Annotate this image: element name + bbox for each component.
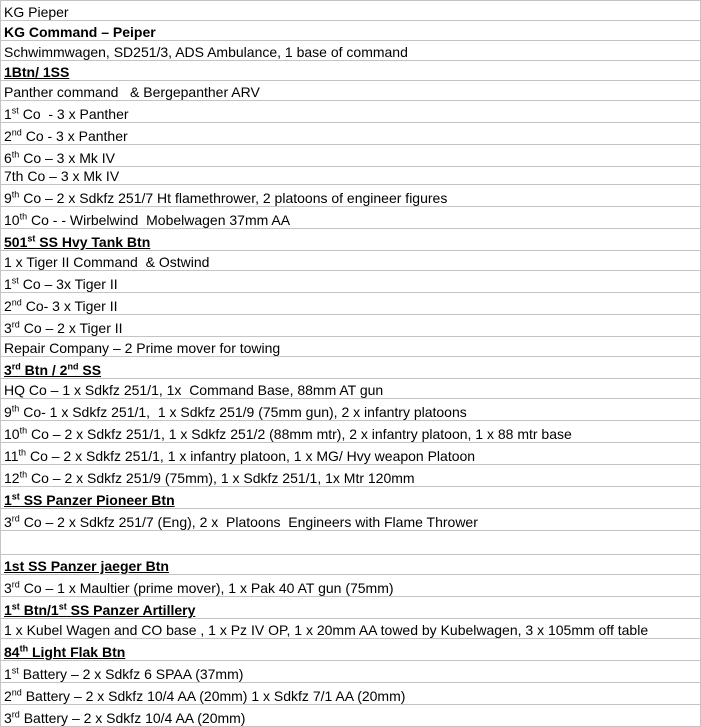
table-row [1,61,701,81]
table-row [1,683,701,705]
ordinal-suffix: th [19,469,28,480]
cell-text: Co – 3 x Mk IV [19,150,116,166]
cell-text: 1 [4,666,12,682]
table-row [1,379,701,399]
section-heading-501st-ss-hvy-tank-btn [1,229,701,251]
table-row [1,597,701,619]
heading-text: Light Flak Btn [28,644,126,660]
table-cell [1,575,701,597]
ordinal-suffix: st [11,665,19,676]
heading-text: 1 [4,492,12,508]
table-cell [1,379,701,399]
cell-text: 3 [4,320,12,336]
cell-text: 2 [4,298,12,314]
section-heading-1st-ss-panzer-jaeger-btn [1,555,701,575]
table-cell [1,145,701,167]
table-row [1,207,701,229]
cell-text: KG Pieper [4,4,69,20]
cell-text: 1 x Tiger II Command & Ostwind [4,254,210,270]
cell-text: HQ Co – 1 x Sdkfz 251/1, 1x Command Base, 88mm AT gun [4,382,384,398]
table-cell [1,465,701,487]
heading-text: Btn/1 [19,602,59,618]
heading-text: 501 [4,234,28,250]
table-row [1,41,701,61]
table-cell [1,81,701,101]
cell-text: 2 [4,128,12,144]
ordinal-suffix: st [58,601,67,612]
heading-text: 84 [4,644,20,660]
section-heading-1btn-1ss [1,61,701,81]
table-row [1,315,701,337]
table-row [1,487,701,509]
cell-text: 6 [4,150,12,166]
ordinal-suffix: nd [67,361,79,372]
cell-text: 11 [4,448,19,464]
table-row [1,145,701,167]
table-row [1,509,701,531]
cell-text: 2 [4,688,12,704]
ordinal-suffix: th [19,425,28,436]
table-row [1,399,701,421]
cell-text: 9 [4,404,12,420]
ordinal-suffix: th [19,643,29,654]
table-cell [1,399,701,421]
section-heading-84th-light-flak-btn [1,639,701,661]
ordinal-suffix: rd [11,319,20,330]
table-row [1,293,701,315]
table-row [1,337,701,357]
ordinal-suffix: st [27,233,36,244]
table-cell [1,443,701,465]
table-cell [1,167,701,185]
table-cell [1,101,701,123]
table-row [1,251,701,271]
table-cell [1,619,701,639]
table-row [1,661,701,683]
table-row [1,421,701,443]
cell-text: 3 [4,514,12,530]
cell-text: Co- 3 x Tiger II [21,298,118,314]
ordinal-suffix: th [19,211,28,222]
table-cell [1,421,701,443]
ordinal-suffix: st [11,601,20,612]
table-row [1,101,701,123]
table-row [1,21,701,41]
ordinal-suffix: th [11,149,20,160]
cell-text: Co - 3 x Panther [21,128,128,144]
cell-text: 1 x Kubel Wagen and CO base , 1 x Pz IV OP, 1 x 20mm AA towed by Kubelwagen, 3 x 105mm off table [4,622,649,638]
table-row [1,443,701,465]
cell-text: 1 [4,276,12,292]
ordinal-suffix: rd [11,513,20,524]
section-heading-1st-ss-panzer-pioneer-btn [1,487,701,509]
ordinal-suffix: rd [11,709,20,720]
cell-text: 12 [4,470,20,486]
heading-text: 3 [4,362,12,378]
cell-text: 9 [4,190,12,206]
heading-text: KG Command – Peiper [4,24,156,40]
cell-text: 10 [4,426,20,442]
table-row [1,555,701,575]
heading-text: SS Hvy Tank Btn [35,234,151,250]
empty-cell [1,531,701,555]
cell-text: Co – 2 x Sdkfz 251/9 (75mm), 1 x Sdkfz 251/1, 1x Mtr 120mm [27,470,415,486]
table-row [1,705,701,727]
ordinal-suffix: st [11,105,19,116]
table-row [1,185,701,207]
ordinal-suffix: rd [11,361,21,372]
ordinal-suffix: nd [11,297,22,308]
table-row [1,639,701,661]
heading-text: SS Panzer Artillery [66,602,196,618]
ordinal-suffix: th [18,447,27,458]
table-row [1,465,701,487]
cell-text: Co- 1 x Sdkfz 251/1, 1 x Sdkfz 251/9 (75mm gun), 2 x infantry platoons [19,404,467,420]
cell-text: Battery – 2 x Sdkfz 10/4 AA (20mm) 1 x Sdkfz 7/1 AA (20mm) [21,688,406,704]
cell-text: Panther command & Bergepanther ARV [4,84,260,100]
table-row [1,1,701,21]
cell-text: 7th Co – 3 x Mk IV [4,168,120,184]
cell-text: Co - - Wirbelwind Mobelwagen 37mm AA [27,212,291,228]
ordinal-suffix: nd [11,127,22,138]
ordinal-suffix: rd [11,579,20,590]
cell-text: Schwimmwagen, SD251/3, ADS Ambulance, 1 base of command [4,44,408,60]
table-row [1,123,701,145]
table-row [1,619,701,639]
table-row [1,357,701,379]
table-row [1,271,701,293]
ordinal-suffix: st [11,491,20,502]
table-row [1,575,701,597]
section-heading-3rd-btn-2nd-ss [1,357,701,379]
heading-text: SS [78,362,102,378]
ordinal-suffix: th [11,403,20,414]
cell-text: Co – 2 x Sdkfz 251/1, 1 x infantry platoon, 1 x MG/ Hvy weapon Platoon [26,448,476,464]
table-cell [1,123,701,145]
table-row [1,81,701,101]
table-cell [1,705,701,727]
cell-text: Co - 3 x Panther [18,106,129,122]
table-row-empty [1,531,701,555]
table-cell [1,661,701,683]
ordinal-suffix: th [11,189,20,200]
ordinal-suffix: nd [11,687,22,698]
section-heading-kg-command [1,21,701,41]
table-cell [1,251,701,271]
cell-text: Co – 2 x Sdkfz 251/7 (Eng), 2 x Platoons Engineers with Flame Thrower [19,514,478,530]
section-heading-1st-btn-1st-ss-panzer-artillery [1,597,701,619]
table-cell [1,293,701,315]
heading-text: SS Panzer Pioneer Btn [19,492,175,508]
table-cell [1,271,701,293]
ordinal-suffix: st [11,275,19,286]
cell-text: Co – 3x Tiger II [18,276,118,292]
cell-text: Co – 2 x Sdkfz 251/7 Ht flamethrower, 2 platoons of engineer figures [19,190,448,206]
table-cell [1,683,701,705]
cell-text: Battery – 2 x Sdkfz 6 SPAA (37mm) [18,666,244,682]
heading-text: 1 [4,602,12,618]
table-cell [1,41,701,61]
heading-text: 1st SS Panzer jaeger Btn [4,558,169,574]
cell-text: 3 [4,710,12,726]
cell-text: 1 [4,106,12,122]
heading-text: Btn / 2 [20,362,68,378]
table-cell [1,337,701,357]
table-cell [1,185,701,207]
cell-text: Battery – 2 x Sdkfz 10/4 AA (20mm) [19,710,246,726]
table-cell [1,207,701,229]
cell-text: Co – 2 x Tiger II [19,320,123,336]
table-row [1,167,701,185]
cell-text: Co – 2 x Sdkfz 251/1, 1 x Sdkfz 251/2 (88mm mtr), 2 x infantry platoon, 1 x 88 mtr base [27,426,572,442]
heading-text: 1Btn/ 1SS [4,64,70,80]
table-cell [1,315,701,337]
cell-text: Repair Company – 2 Prime mover for towing [4,340,281,356]
cell-text: 3 [4,580,12,596]
table-row [1,229,701,251]
cell-text: Co – 1 x Maultier (prime mover), 1 x Pak 40 AT gun (75mm) [19,580,394,596]
cell-text: 10 [4,212,20,228]
table-cell [1,509,701,531]
cell-title [1,1,701,21]
